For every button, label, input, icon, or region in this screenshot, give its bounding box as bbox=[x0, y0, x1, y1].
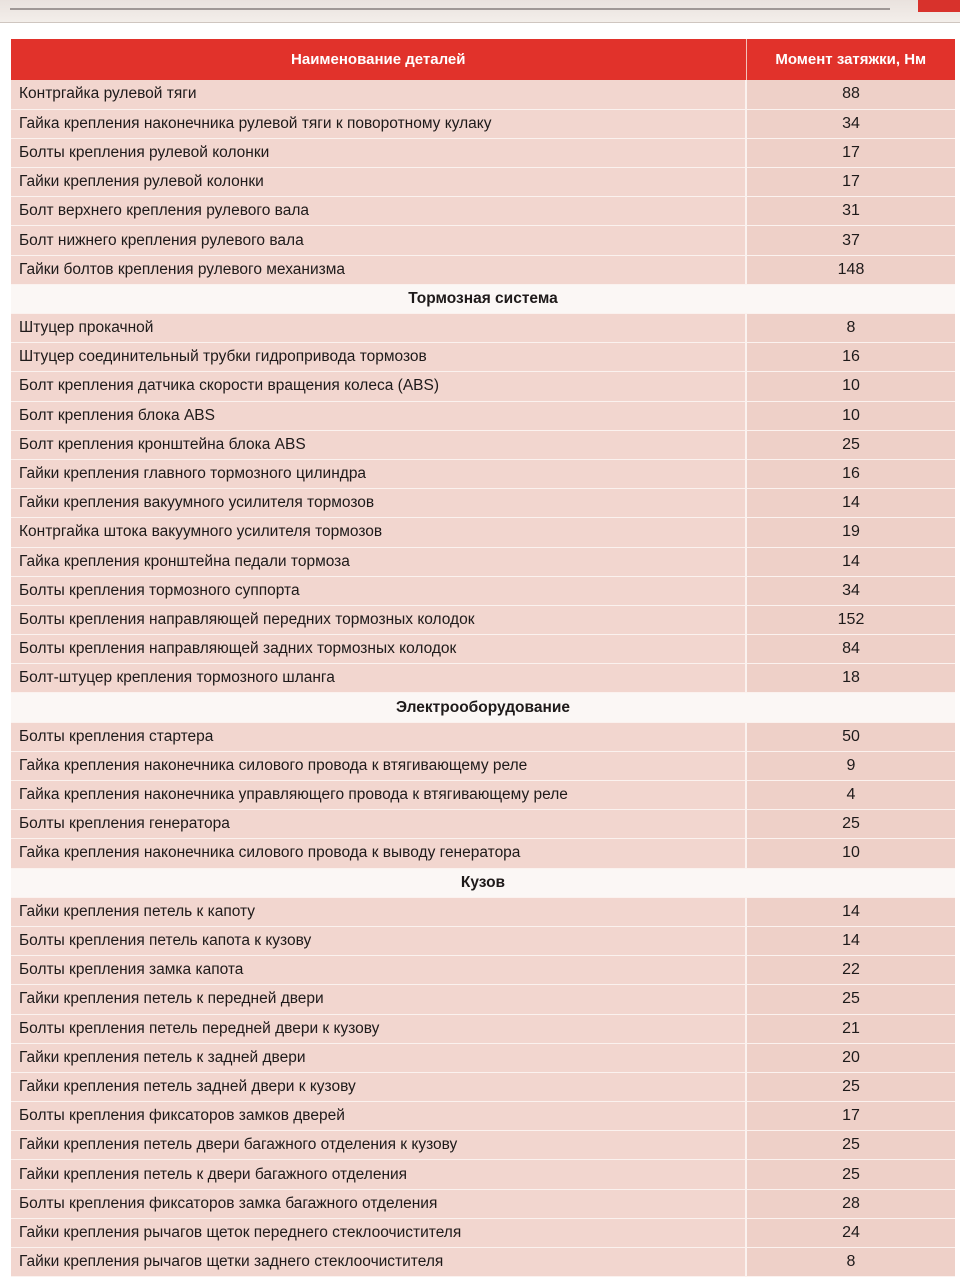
table-row bbox=[11, 751, 955, 780]
top-rule bbox=[10, 8, 890, 10]
table-header bbox=[11, 39, 955, 80]
part-name-cell: Гайки крепления петель к капоту bbox=[11, 897, 746, 926]
part-name-cell: Штуцер прокачной bbox=[11, 314, 746, 343]
table-row bbox=[11, 781, 955, 810]
part-name-cell: Гайка крепления наконечника силового провода к втягивающему реле bbox=[11, 751, 746, 780]
part-name-cell: Болт крепления кронштейна блока ABS bbox=[11, 430, 746, 459]
torque-value-cell: 25 bbox=[746, 810, 955, 839]
part-name-cell: Болты крепления рулевой колонки bbox=[11, 138, 746, 167]
part-name-cell: Гайки крепления петель к задней двери bbox=[11, 1043, 746, 1072]
torque-table-panel bbox=[11, 39, 955, 1274]
table-row bbox=[11, 138, 955, 167]
table-row bbox=[11, 1102, 955, 1131]
table-row bbox=[11, 956, 955, 985]
table-row bbox=[11, 1043, 955, 1072]
table-row bbox=[11, 810, 955, 839]
part-name-cell: Гайки крепления петель двери багажного отделения к кузову bbox=[11, 1131, 746, 1160]
part-name-cell: Болты крепления генератора bbox=[11, 810, 746, 839]
part-name-cell: Болт крепления датчика скорости вращения колеса (ABS) bbox=[11, 372, 746, 401]
torque-value-cell: 50 bbox=[746, 722, 955, 751]
part-name-cell: Контргайка рулевой тяги bbox=[11, 80, 746, 109]
table-row bbox=[11, 430, 955, 459]
torque-value-cell: 152 bbox=[746, 605, 955, 634]
part-name-cell: Штуцер соединительный трубки гидропривода тормозов bbox=[11, 343, 746, 372]
torque-value-cell: 25 bbox=[746, 985, 955, 1014]
torque-value-cell: 21 bbox=[746, 1014, 955, 1043]
torque-value-cell: 19 bbox=[746, 518, 955, 547]
part-name-cell: Гайки крепления рулевой колонки bbox=[11, 168, 746, 197]
red-corner-tab bbox=[918, 0, 960, 12]
table-row bbox=[11, 1131, 955, 1160]
table-row bbox=[11, 343, 955, 372]
section-header-row bbox=[11, 693, 955, 722]
table-row bbox=[11, 372, 955, 401]
part-name-cell: Болты крепления тормозного суппорта bbox=[11, 576, 746, 605]
torque-value-cell: 25 bbox=[746, 1131, 955, 1160]
part-name-cell: Гайки крепления петель к двери багажного отделения bbox=[11, 1160, 746, 1189]
torque-value-cell: 14 bbox=[746, 547, 955, 576]
torque-value-cell: 28 bbox=[746, 1189, 955, 1218]
table-row bbox=[11, 80, 955, 109]
table-row bbox=[11, 985, 955, 1014]
section-title: Кузов bbox=[11, 868, 955, 897]
torque-value-cell: 10 bbox=[746, 401, 955, 430]
part-name-cell: Гайки болтов крепления рулевого механизма bbox=[11, 255, 746, 284]
part-name-cell: Контргайка штока вакуумного усилителя тормозов bbox=[11, 518, 746, 547]
torque-value-cell: 10 bbox=[746, 372, 955, 401]
torque-value-cell: 22 bbox=[746, 956, 955, 985]
part-name-cell: Болты крепления направляющей передних тормозных колодок bbox=[11, 605, 746, 634]
part-name-cell: Гайка крепления наконечника рулевой тяги к поворотному кулаку bbox=[11, 109, 746, 138]
table-row bbox=[11, 518, 955, 547]
torque-value-cell: 25 bbox=[746, 430, 955, 459]
torque-value-cell: 24 bbox=[746, 1218, 955, 1247]
torque-value-cell: 84 bbox=[746, 635, 955, 664]
table-row bbox=[11, 664, 955, 693]
torque-value-cell: 10 bbox=[746, 839, 955, 868]
torque-value-cell: 25 bbox=[746, 1072, 955, 1101]
part-name-cell: Болты крепления направляющей задних тормозных колодок bbox=[11, 635, 746, 664]
part-name-cell: Болты крепления фиксаторов замков дверей bbox=[11, 1102, 746, 1131]
header-part-name: Наименование деталей bbox=[11, 39, 746, 80]
section-header-row bbox=[11, 868, 955, 897]
torque-value-cell: 17 bbox=[746, 168, 955, 197]
torque-value-cell: 17 bbox=[746, 138, 955, 167]
torque-value-cell: 14 bbox=[746, 489, 955, 518]
torque-value-cell: 8 bbox=[746, 1248, 955, 1277]
part-name-cell: Болт верхнего крепления рулевого вала bbox=[11, 197, 746, 226]
torque-value-cell: 25 bbox=[746, 1160, 955, 1189]
torque-value-cell: 17 bbox=[746, 1102, 955, 1131]
table-header-row bbox=[11, 39, 955, 80]
part-name-cell: Гайка крепления наконечника управляющего провода к втягивающему реле bbox=[11, 781, 746, 810]
torque-value-cell: 20 bbox=[746, 1043, 955, 1072]
page-top-strip bbox=[0, 0, 960, 23]
torque-value-cell: 9 bbox=[746, 751, 955, 780]
torque-value-cell: 16 bbox=[746, 343, 955, 372]
torque-value-cell: 31 bbox=[746, 197, 955, 226]
table-row bbox=[11, 197, 955, 226]
table-row bbox=[11, 635, 955, 664]
table-row bbox=[11, 1014, 955, 1043]
section-title: Электрооборудование bbox=[11, 693, 955, 722]
torque-value-cell: 14 bbox=[746, 897, 955, 926]
torque-value-cell: 18 bbox=[746, 664, 955, 693]
part-name-cell: Гайки крепления рычагов щетки заднего стеклоочистителя bbox=[11, 1248, 746, 1277]
part-name-cell: Гайки крепления главного тормозного цилиндра bbox=[11, 459, 746, 488]
part-name-cell: Болт-штуцер крепления тормозного шланга bbox=[11, 664, 746, 693]
table-row bbox=[11, 926, 955, 955]
torque-value-cell: 16 bbox=[746, 459, 955, 488]
torque-value-cell: 14 bbox=[746, 926, 955, 955]
torque-value-cell: 148 bbox=[746, 255, 955, 284]
table-row bbox=[11, 109, 955, 138]
table-row bbox=[11, 576, 955, 605]
table-row bbox=[11, 459, 955, 488]
section-header-row bbox=[11, 284, 955, 313]
table-row bbox=[11, 1160, 955, 1189]
table-row bbox=[11, 489, 955, 518]
part-name-cell: Болт нижнего крепления рулевого вала bbox=[11, 226, 746, 255]
part-name-cell: Болты крепления петель капота к кузову bbox=[11, 926, 746, 955]
table-row bbox=[11, 168, 955, 197]
part-name-cell: Болты крепления петель передней двери к кузову bbox=[11, 1014, 746, 1043]
part-name-cell: Гайки крепления вакуумного усилителя тормозов bbox=[11, 489, 746, 518]
table-row bbox=[11, 897, 955, 926]
table-row bbox=[11, 839, 955, 868]
part-name-cell: Гайка крепления наконечника силового провода к выводу генератора bbox=[11, 839, 746, 868]
table-row bbox=[11, 1218, 955, 1247]
part-name-cell: Болт крепления блока ABS bbox=[11, 401, 746, 430]
table-row bbox=[11, 226, 955, 255]
torque-table bbox=[11, 39, 955, 1277]
table-row bbox=[11, 1072, 955, 1101]
torque-value-cell: 34 bbox=[746, 109, 955, 138]
table-row bbox=[11, 722, 955, 751]
part-name-cell: Болты крепления фиксаторов замка багажного отделения bbox=[11, 1189, 746, 1218]
part-name-cell: Гайки крепления петель задней двери к кузову bbox=[11, 1072, 746, 1101]
table-row bbox=[11, 547, 955, 576]
torque-value-cell: 37 bbox=[746, 226, 955, 255]
torque-value-cell: 8 bbox=[746, 314, 955, 343]
part-name-cell: Болты крепления стартера bbox=[11, 722, 746, 751]
table-row bbox=[11, 1189, 955, 1218]
table-row bbox=[11, 255, 955, 284]
table-row bbox=[11, 605, 955, 634]
torque-value-cell: 88 bbox=[746, 80, 955, 109]
table-body bbox=[11, 80, 955, 1277]
table-row bbox=[11, 401, 955, 430]
part-name-cell: Гайка крепления кронштейна педали тормоза bbox=[11, 547, 746, 576]
table-row bbox=[11, 1248, 955, 1277]
table-row bbox=[11, 314, 955, 343]
section-title: Тормозная система bbox=[11, 284, 955, 313]
torque-value-cell: 4 bbox=[746, 781, 955, 810]
part-name-cell: Гайки крепления рычагов щеток переднего стеклоочистителя bbox=[11, 1218, 746, 1247]
part-name-cell: Гайки крепления петель к передней двери bbox=[11, 985, 746, 1014]
torque-value-cell: 34 bbox=[746, 576, 955, 605]
header-torque: Момент затяжки, Нм bbox=[746, 39, 955, 80]
part-name-cell: Болты крепления замка капота bbox=[11, 956, 746, 985]
